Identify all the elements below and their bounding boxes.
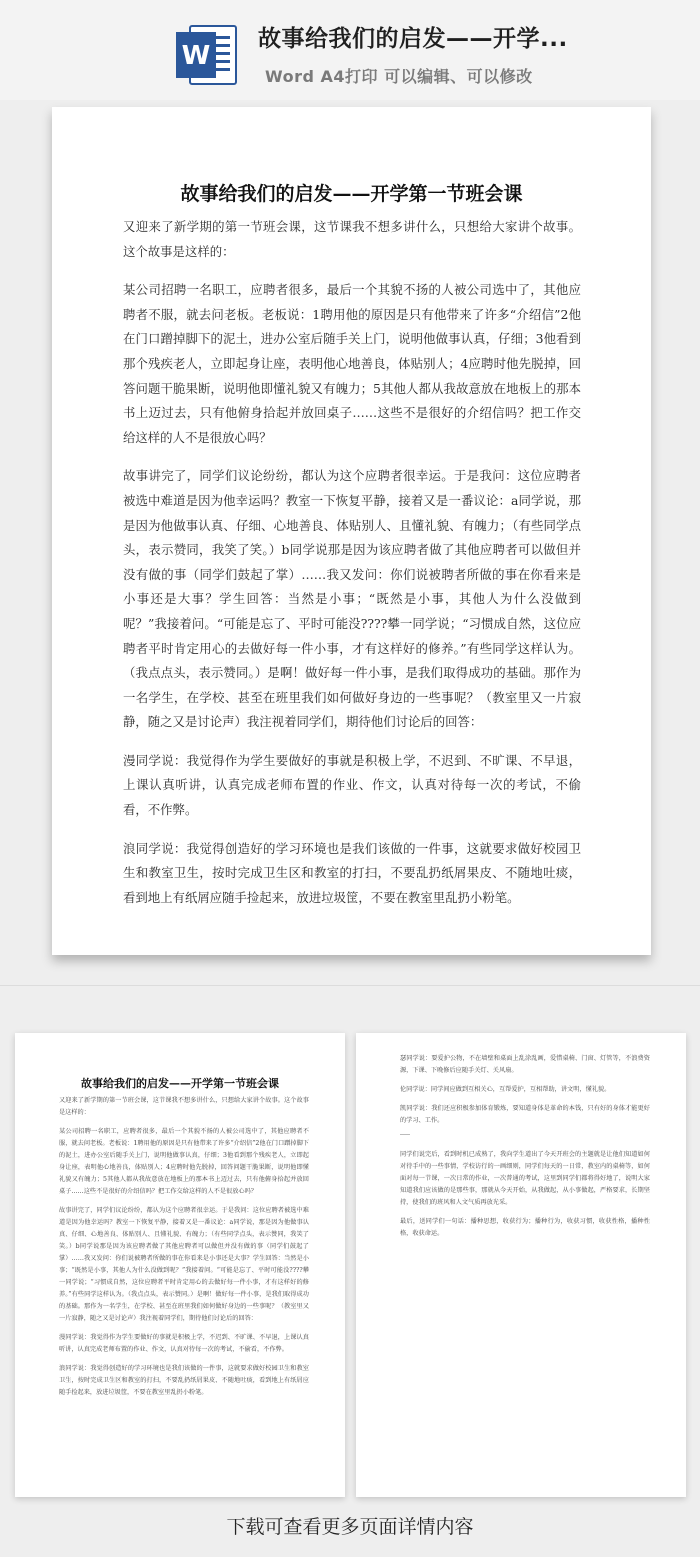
document-subtitle: Word A4打印 可以编辑、可以修改 [265,67,533,86]
page-title: 故事给我们的启发——开学第一节班会课 [180,183,523,205]
download-more-link[interactable]: 下载可查看更多页面详情内容 [226,1516,474,1538]
paragraph: 漫同学说：我觉得作为学生要做好的事就是积极上学，不迟到、不旷课、不早退，上课认真听讲，认真完成老师布置的作业、作文，认真对待每一次的考试，不偷看，不作弊。 [123,752,581,818]
paragraph: 凯同学说：我们还应积极参加体育锻炼，要知道身体是革命的本钱，只有好的身体才能更好的学习、工作。 [400,1105,650,1124]
paragraph: 某公司招聘一名职工，应聘者很多，最后一个其貌不扬的人被公司选中了，其他应聘者不服，就去问老板。老板说：1聘用他的原因是只有他带来了许多“介绍信”2他在门口蹭掉脚下的泥土，进办公室后随手关上门，说明他做事认真，仔细；3他看到那个残疾老人，立即起身让座，表明他心地善良，体贴别人；4应聘时他先脱掉，回答问题干脆果断，说明他即懂礼貌又有魄力；5其他人都从我故意放在地板上的那本书上迈过去，只有他俯身拾起并放回桌子……这些不是很好的介绍信吗？把工作交给这样的人不是很放心吗？ [123,282,581,445]
paragraph: 伦同学说：同学间应做到互相关心，互帮爱护，互相帮助，讲文明，懂礼貌。 [400,1086,611,1093]
thumbnail-body [400,1053,650,1247]
page-thumbnail-2[interactable] [356,1033,686,1497]
paragraph: 同学们说完后，看到时机已成熟了，我向学生道出了今天开班会的主题就是让他们知道如何对待手中的一些事情，学校访行的一画细则，同学们每天的一日常，教室内的桌椅等，如何面对每一节课，一次日常的作业，一次普通的考试，这里到同学们都将得好地了，说明大家知道我们应该做的是那些事，那就从今天开始，从我做起，从小事做起，严格要求，长期坚持，使我们的班风和人文气质再放光采。 [400,1151,650,1206]
paragraph: 漫同学说：我觉得作为学生要做好的事就是积极上学，不迟到、不旷课、不早退，上课认真听讲，认真完成老师布置的作业、作文，认真对待每一次的考试，不偷看，不作弊。 [59,1334,309,1353]
paragraph: 又迎来了新学期的第一节班会课，这节课我不想多讲什么，只想给大家讲个故事。这个故事是这样的： [123,219,581,259]
paragraph: 故事讲完了，同学们议论纷纷，都认为这个应聘者很幸运。于是我问：这位应聘者被选中难道是因为他幸运吗？教室一下恢复平静，接着又是一番议论：a同学说，那是因为他做事认真、仔细、心地善良、体贴别人、且懂礼貌、有魄力；（有些同学点头，表示赞同，我笑了笑。）b同学说那是因为该应聘者做了其他应聘者可以做但并没有做的事（同学们鼓起了掌）……我又发问：你们说被聘者所做的事在你看来是小事还是大事？学生回答：当然是小事；“既然是小事，其他人为什么没做到呢？”我接着问。“可能是忘了、平时可能没????攀一同学说；“习惯成自然，这位应聘者平时肯定用心的去做好每一件小事，才有这样好的修养。”有些同学这样认为。（我点点头，表示赞同。）是啊！做好每一件小事，是我们取得成功的基础。那作为一名学生，在学校、甚至在班里我们如何做好身边的一些事呢？（教室里又一片寂静，随之又是讨论声）我注视着同学们，期待他们讨论后的回答： [123,468,581,730]
paragraph: 浪同学说：我觉得创造好的学习环境也是我们该做的一件事，这就要求做好校园卫生和教室卫生，按时完成卫生区和教室的打扫，不要乱扔纸屑果皮、不随地吐痰，看到地上有纸屑应随手捡起来，放进垃圾筐，不要在教室里乱扔小粉笔。 [123,840,581,905]
paragraph: 最后，送同学们一句话：播种思想，收获行为；播种行为，收获习惯，收获性格，播种性格，收获命运。 [400,1218,650,1237]
header-bar [0,0,700,100]
main-page-preview [52,107,651,955]
document-title: 故事给我们的启发——开学... [258,26,568,52]
word-document-icon [174,22,240,88]
page-thumbnail-1[interactable] [15,1033,345,1497]
paragraph: 又迎来了新学期的第一节班会课，这节课我不想多讲什么，只想给大家讲个故事。这个故事是这样的： [59,1097,309,1116]
svg-text:W: W [181,41,211,71]
separator [400,1134,410,1135]
thumbnail-body [59,1095,309,1406]
paragraph: 浪同学说：我觉得创造好的学习环境也是我们该做的一件事，这就要求做好校园卫生和教室卫生，按时完成卫生区和教室的打扫，不要乱扔纸屑果皮、不随地吐痰，看到地上有纸屑应随手捡起来，放进垃圾筐，不要在教室里乱扔小粉笔。 [59,1365,309,1396]
paragraph: 某公司招聘一名职工，应聘者很多，最后一个其貌不扬的人被公司选中了，其他应聘者不服，就去问老板。老板说：1聘用他的原因是只有他带来了许多“介绍信”2他在门口蹭掉脚下的泥土，进办公室后随手关上门，说明他做事认真，仔细；3他看到那个残疾老人，立即起身让座，表明他心地善良，体贴别人；4应聘时他先脱掉，回答问题干脆果断，说明他即懂礼貌又有魄力；5其他人都从我故意放在地板上的那本书上迈过去，只有他俯身拾起并放回桌子……这些不是很好的介绍信吗？把工作交给这样的人不是很放心吗？ [59,1128,309,1195]
section-divider [0,985,700,986]
paragraph: 故事讲完了，同学们议论纷纷，都认为这个应聘者很幸运。于是我问：这位应聘者被选中难道是因为他幸运吗？教室一下恢复平静，接着又是一番议论：a同学说，那是因为他做事认真、仔细、心地善良、体贴别人、且懂礼貌、有魄力；（有些同学点头，表示赞同，我笑了笑。）b同学说那是因为该应聘者做了其他应聘者可以做但并没有做的事（同学们鼓起了掌）……我又发问：你们说被聘者所做的事在你看来是小事还是大事？学生回答：当然是小事；“既然是小事，其他人为什么没做到呢？”我接着问。“可能是忘了、平时可能没????攀一同学说；“习惯成自然，这位应聘者平时肯定用心的去做好每一件小事，才有这样好的修养。”有些同学这样认为。（我点点头，表示赞同。）是啊！做好每一件小事，是我们取得成功的基础。那作为一名学生，在学校、甚至在班里我们如何做好身边的一些事呢？（教室里又一片寂静，随之又是讨论声）我注视着同学们，期待他们讨论后的回答： [59,1207,309,1322]
page-body [123,215,581,924]
thumbnail-title: 故事给我们的启发——开学第一节班会课 [81,1077,279,1090]
paragraph: 瑟同学说：要爱护公物，不在墙壁和桌面上乱涂乱画，爱惜桌椅、门窗、灯管等，不浪费资源，下课、下晚修后应随手关灯、关风扇。 [400,1055,650,1074]
